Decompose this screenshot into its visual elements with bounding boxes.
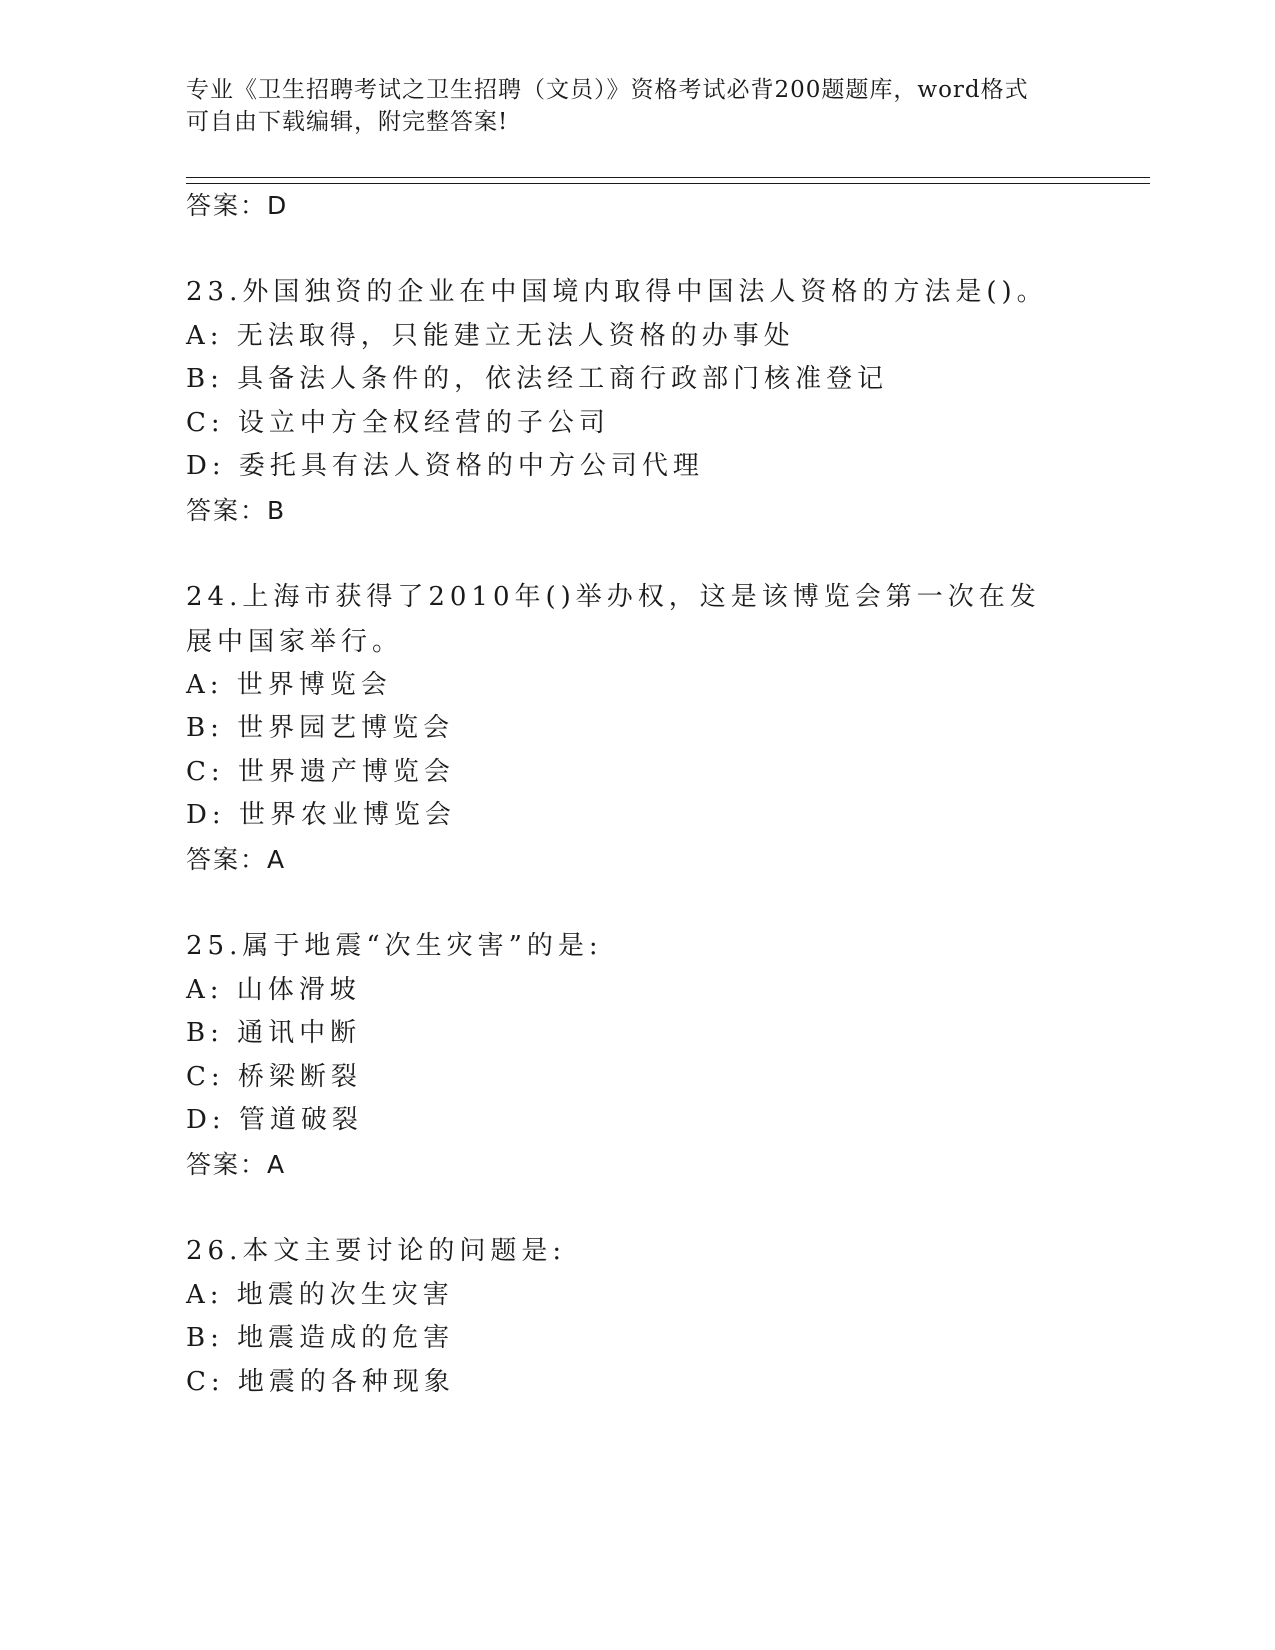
answer-22: 答案：D bbox=[186, 191, 289, 220]
question-23-stem: 23.外国独资的企业在中国境内取得中国法人资格的方法是()。 bbox=[186, 277, 1048, 307]
question-23-option-b: B: 具备法人条件的，依法经工商行政部门核准登记 bbox=[186, 364, 889, 394]
question-24-option-a: A: 世界博览会 bbox=[186, 670, 392, 700]
question-25-option-b: B: 通讯中断 bbox=[186, 1018, 362, 1048]
question-23-option-d: D: 委托具有法人资格的中方公司代理 bbox=[186, 451, 704, 481]
question-26-stem: 26.本文主要讨论的问题是: bbox=[186, 1236, 567, 1266]
question-25-option-a: A: 山体滑坡 bbox=[186, 975, 361, 1005]
question-26-option-b: B: 地震造成的危害 bbox=[186, 1323, 455, 1353]
question-23-option-a: A: 无法取得，只能建立无法人资格的办事处 bbox=[186, 321, 795, 351]
question-25-option-d: D: 管道破裂 bbox=[186, 1105, 363, 1135]
question-26-option-c: C: 地震的各种现象 bbox=[186, 1367, 455, 1397]
header-divider-top bbox=[186, 177, 1150, 178]
question-23-option-c: C: 设立中方全权经营的子公司 bbox=[186, 408, 610, 438]
question-24-stem: 24.上海市获得了2010年()举办权，这是该博览会第一次在发展中国家举行。 bbox=[186, 582, 1041, 657]
question-23-answer: 答案：B bbox=[186, 496, 287, 525]
question-25-option-c: C: 桥梁断裂 bbox=[186, 1062, 362, 1092]
document-header: 专业《卫生招聘考试之卫生招聘（文员）》资格考试必背200题题库，word格式 可自由下载编辑，附完整答案! bbox=[186, 77, 1029, 135]
question-25-answer: 答案：A bbox=[186, 1150, 287, 1179]
question-25-stem: 25.属于地震“次生灾害”的是: bbox=[186, 931, 603, 961]
question-24-answer: 答案：A bbox=[186, 845, 287, 874]
question-24-option-c: C: 世界遗产博览会 bbox=[186, 757, 455, 787]
question-24-option-d: D: 世界农业博览会 bbox=[186, 800, 456, 830]
question-24-option-b: B: 世界园艺博览会 bbox=[186, 713, 455, 743]
header-divider-bottom bbox=[186, 183, 1150, 184]
question-26-option-a: A: 地震的次生灾害 bbox=[186, 1280, 454, 1310]
